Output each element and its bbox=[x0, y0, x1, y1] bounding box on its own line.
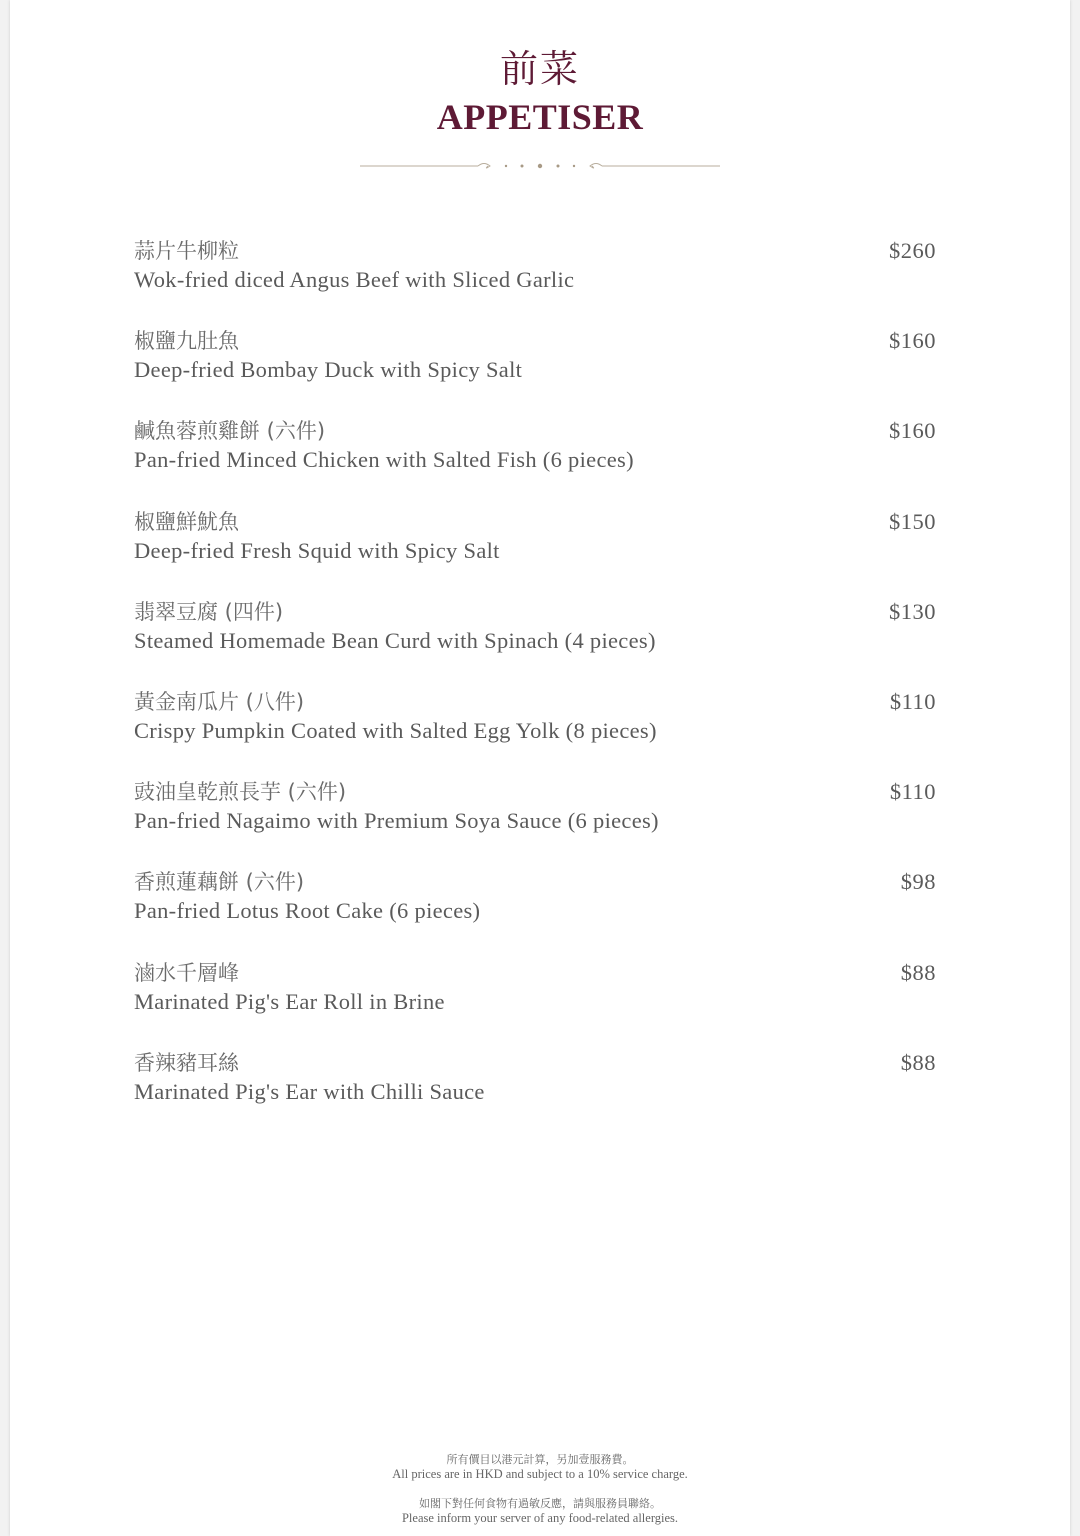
menu-item bbox=[134, 687, 936, 777]
menu-item bbox=[134, 958, 936, 1048]
menu-page bbox=[10, 0, 1070, 1536]
service-charge-note-chinese: 所有價目以港元計算，另加壹服務費。 bbox=[446, 1453, 634, 1466]
dish-price: $88 bbox=[900, 1049, 936, 1075]
dish-name-chinese: 香煎蓮藕餅 (六件) bbox=[134, 870, 305, 895]
service-charge-note bbox=[10, 1452, 1070, 1482]
dish-name-chinese: 豉油皇乾煎長芋 (六件) bbox=[134, 780, 347, 805]
dish-name-english: Pan-fried Nagaimo with Premium Soya Sauce (6 pieces) bbox=[134, 808, 659, 834]
menu-item bbox=[134, 777, 936, 867]
menu-item bbox=[134, 507, 936, 597]
menu-item bbox=[134, 597, 936, 687]
dish-name-english: Pan-fried Minced Chicken with Salted Fish (6 pieces) bbox=[134, 447, 634, 473]
allergy-note-chinese: 如閣下對任何食物有過敏反應，請與服務員聯絡。 bbox=[419, 1497, 661, 1510]
dish-name-chinese: 鹹魚蓉煎雞餅 (六件) bbox=[134, 419, 326, 444]
allergy-note bbox=[10, 1496, 1070, 1526]
dish-name-english: Pan-fried Lotus Root Cake (6 pieces) bbox=[134, 898, 481, 924]
dish-price: $110 bbox=[889, 779, 936, 805]
dish-name-chinese: 翡翠豆腐 (四件) bbox=[134, 599, 284, 624]
menu-item bbox=[134, 1048, 936, 1138]
dish-price: $88 bbox=[900, 959, 936, 985]
allergy-note-english: Please inform your server of any food-related allergies. bbox=[401, 1511, 679, 1525]
menu-item bbox=[134, 236, 936, 326]
dish-price: $110 bbox=[889, 688, 936, 714]
dish-price: $160 bbox=[889, 418, 936, 444]
section-title-english: APPETISER bbox=[436, 97, 644, 137]
service-charge-note-english: All prices are in HKD and subject to a 10% service charge. bbox=[392, 1467, 688, 1481]
dish-price: $98 bbox=[900, 869, 936, 895]
section-title-chinese: 前菜 bbox=[499, 47, 580, 91]
menu-item bbox=[134, 416, 936, 506]
ornamental-divider bbox=[360, 156, 720, 176]
dish-price: $160 bbox=[889, 328, 936, 354]
appetiser-list bbox=[134, 236, 936, 1138]
dish-name-chinese: 蒜片牛柳粒 bbox=[134, 239, 239, 263]
menu-item bbox=[134, 867, 936, 957]
dish-name-chinese: 黃金南瓜片 (八件) bbox=[134, 689, 305, 714]
dish-name-english: Deep-fried Fresh Squid with Spicy Salt bbox=[134, 537, 500, 563]
dish-name-chinese: 椒鹽九肚魚 bbox=[134, 329, 239, 354]
dish-name-english: Wok-fried diced Angus Beef with Sliced Garlic bbox=[134, 267, 575, 292]
dish-name-chinese: 香辣豬耳絲 bbox=[134, 1050, 239, 1075]
dish-name-english: Marinated Pig's Ear Roll in Brine bbox=[134, 988, 445, 1014]
dish-name-chinese: 椒鹽鮮魷魚 bbox=[134, 509, 239, 534]
dish-price: $260 bbox=[889, 238, 936, 263]
dish-name-english: Marinated Pig's Ear with Chilli Sauce bbox=[134, 1078, 485, 1104]
menu-item bbox=[134, 326, 936, 416]
dish-name-english: Deep-fried Bombay Duck with Spicy Salt bbox=[134, 357, 523, 383]
dish-price: $150 bbox=[889, 508, 936, 534]
dish-name-english: Crispy Pumpkin Coated with Salted Egg Yolk (8 pieces) bbox=[134, 717, 657, 743]
dish-name-english: Steamed Homemade Bean Curd with Spinach (4 pieces) bbox=[134, 627, 656, 653]
dish-price: $130 bbox=[889, 598, 936, 624]
dish-name-chinese: 滷水千層峰 bbox=[134, 960, 239, 985]
